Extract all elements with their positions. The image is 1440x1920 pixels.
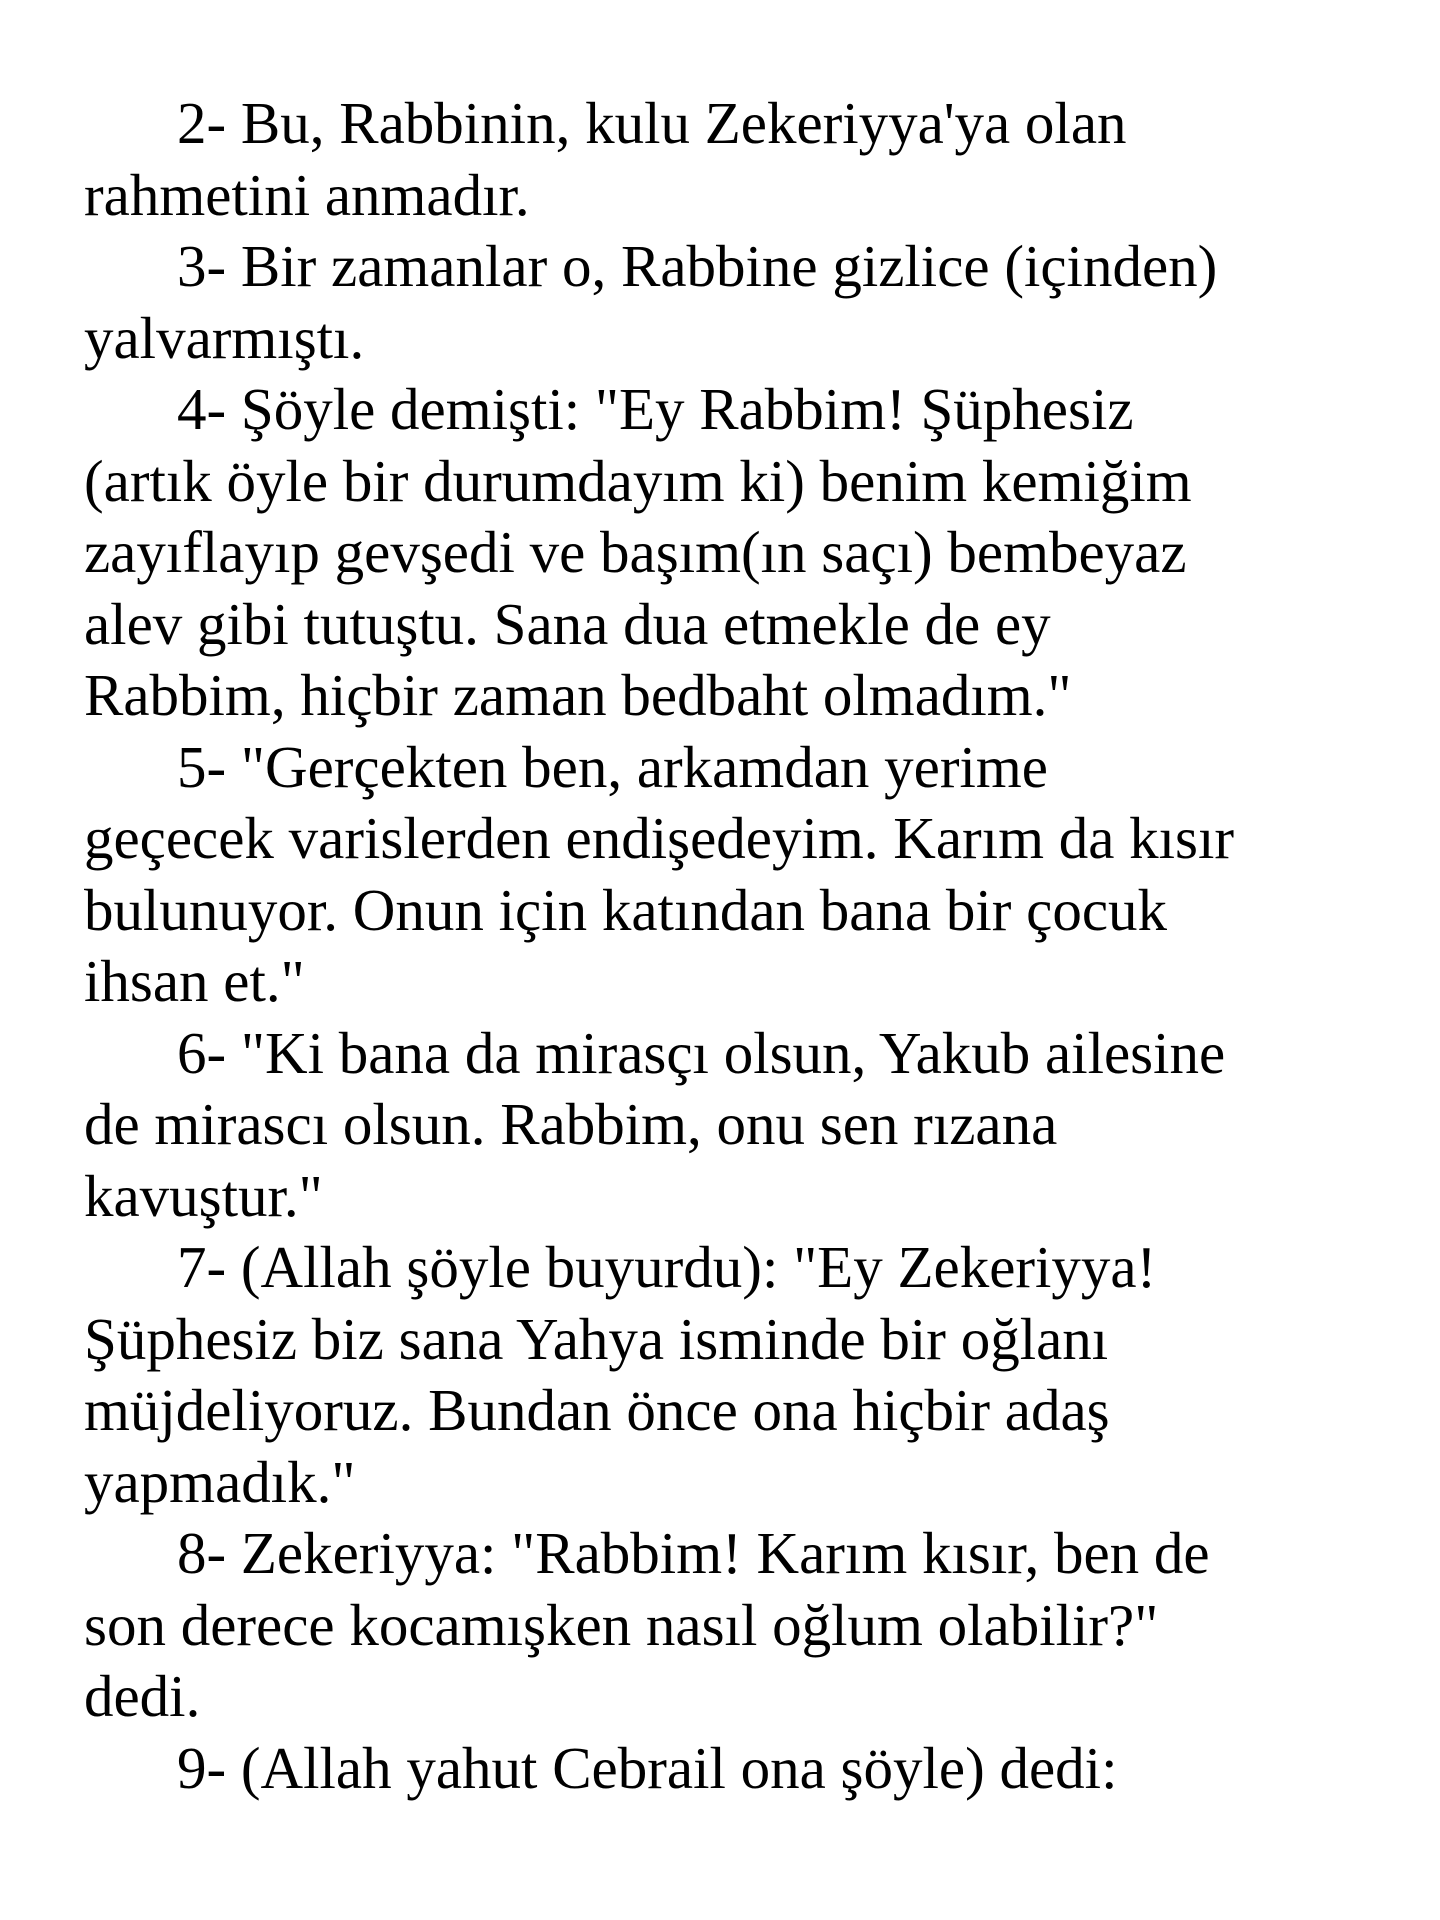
verse-line: yalvarmıştı. [84, 304, 365, 371]
verse-line: müjdeliyoruz. Bundan önce ona hiçbir adaş [84, 1377, 1110, 1443]
verse-line: 7- (Allah şöyle buyurdu): "Ey Zekeriyya! [177, 1234, 1157, 1300]
verse-3 [84, 231, 1384, 374]
verse-line: alev gibi tutuştu. Sana dua etmekle de ey [84, 590, 1051, 657]
verse-4 [84, 374, 1384, 732]
verse-line: rahmetini anmadır. [84, 161, 530, 228]
verse-line: de mirascı olsun. Rabbim, onu sen rızana [84, 1091, 1058, 1157]
verse-line: 8- Zekeriyya: "Rabbim! Karım kısır, ben de [177, 1520, 1210, 1586]
verse-line: yapmadık." [84, 1448, 356, 1515]
verse-line: 6- "Ki bana da mirasçı olsun, Yakub ailesine [177, 1019, 1226, 1086]
verse-line: ihsan et." [84, 948, 305, 1014]
verse-line: Şüphesiz biz sana Yahya isminde bir oğlanı [84, 1305, 1109, 1372]
verse-2 [84, 88, 1384, 231]
verse-line: son derece kocamışken nasıl oğlum olabilir?" [84, 1591, 1159, 1658]
verse-9 [84, 1733, 1384, 1805]
verse-line: (artık öyle bir durumdayım ki) benim kemiğim [84, 447, 1192, 514]
verse-8 [84, 1518, 1384, 1733]
verse-7 [84, 1232, 1384, 1518]
verse-line: 4- Şöyle demişti: "Ey Rabbim! Şüphesiz [177, 376, 1134, 442]
verse-line: kavuştur." [84, 1162, 323, 1229]
verse-line: bulunuyor. Onun için katından bana bir çocuk [84, 876, 1168, 943]
verse-5 [84, 732, 1384, 1018]
verse-6 [84, 1018, 1384, 1233]
verse-line: 5- "Gerçekten ben, arkamdan yerime [177, 733, 1048, 800]
document-page [84, 88, 1384, 1804]
verse-line: 2- Bu, Rabbinin, kulu Zekeriyya'ya olan [177, 90, 1127, 156]
verse-line: dedi. [84, 1663, 201, 1729]
verse-line: 3- Bir zamanlar o, Rabbine gizlice (içinden) [177, 233, 1218, 299]
verse-line: Rabbim, hiçbir zaman bedbaht olmadım." [84, 662, 1072, 728]
verse-line: 9- (Allah yahut Cebrail ona şöyle) dedi: [177, 1734, 1118, 1801]
verse-line: geçecek varislerden endişedeyim. Karım da kısır [84, 805, 1235, 871]
verse-line: zayıflayıp gevşedi ve başım(ın saçı) bembeyaz [84, 519, 1187, 585]
